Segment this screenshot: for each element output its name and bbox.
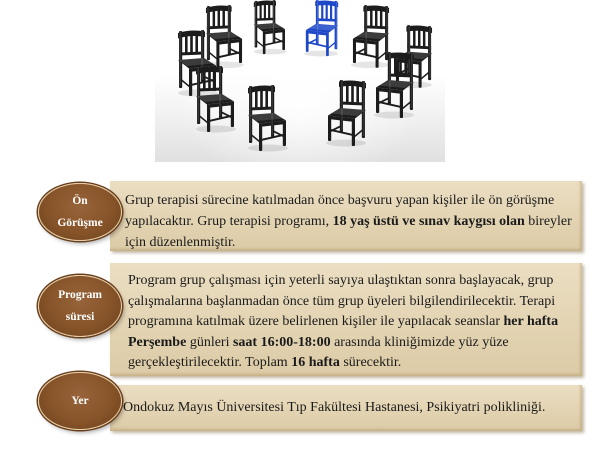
chairs-circle-icon: [155, 0, 445, 162]
bold-text-segment: 18 yaş üstü ve sınav kaygısı olan: [332, 214, 525, 229]
text-line: [123, 397, 582, 418]
text-segment: bireyler: [524, 214, 572, 229]
chair-icon: [248, 85, 288, 152]
label-oval-program-duration: [38, 275, 122, 337]
label-line: Yer: [71, 395, 89, 407]
text-line: [125, 190, 582, 211]
text-line: [128, 353, 582, 374]
text-segment: Ondokuz Mayıs Üniversitesi Tıp Fakültesi Hastanesi, Psikiyatri polikliniği.: [123, 400, 546, 415]
label-line: süresi: [65, 311, 95, 323]
text-segment: gerçekleştirilecektir. Toplam: [128, 355, 292, 370]
text-segment: yapılacaktır. Grup terapisi programı,: [125, 214, 333, 229]
blue-chair-icon: [304, 0, 338, 57]
text-segment: çalışmalarına başlanmadan önce tüm grup üyeleri bilgilendirilecektir. Terapi: [128, 293, 556, 309]
text-line: [128, 312, 582, 333]
text-segment: sürecektir.: [339, 355, 402, 370]
text-line: [128, 333, 582, 354]
text-line: [125, 211, 582, 232]
text-segment: Program grup çalışması için yeterli sayıya ulaştıktan sonra başlayacak, grup: [128, 273, 554, 288]
text-line: [128, 292, 582, 313]
chair-icon: [254, 0, 287, 55]
label-oval-pre-interview: [38, 183, 122, 241]
chair-icon: [206, 5, 244, 68]
header-image: [155, 0, 445, 162]
bold-text-segment: 16 hafta: [291, 355, 340, 370]
info-box-program-duration: [110, 263, 582, 376]
label-line: Program: [58, 289, 102, 301]
text-segment: için düzenlenmiştir.: [125, 235, 236, 250]
chair-icon: [351, 5, 389, 68]
label-line: Görüşme: [57, 217, 103, 229]
info-box-location: [110, 385, 582, 431]
bold-text-segment: her hafta: [503, 314, 559, 329]
text-segment: Grup terapisi sürecine katılmadan önce başvuru yapan kişiler ile ön görüşme: [125, 193, 555, 208]
text-line: [128, 271, 582, 292]
info-box-pre-interview: [110, 181, 582, 251]
text-segment: günleri: [186, 334, 233, 350]
chair-icon: [326, 80, 366, 147]
text-segment: arasında kliniğimizde yüz yüze: [330, 334, 509, 350]
bold-text-segment: saat 16:00-18:00: [232, 334, 331, 350]
bold-text-segment: Perşembe: [128, 334, 187, 350]
label-line: Ön: [72, 195, 88, 207]
text-segment: programına katılmak üzere belirlenen kişiler ile yapılacak seanslar: [128, 314, 504, 329]
text-line: [125, 232, 582, 253]
label-oval-location: [38, 372, 122, 430]
